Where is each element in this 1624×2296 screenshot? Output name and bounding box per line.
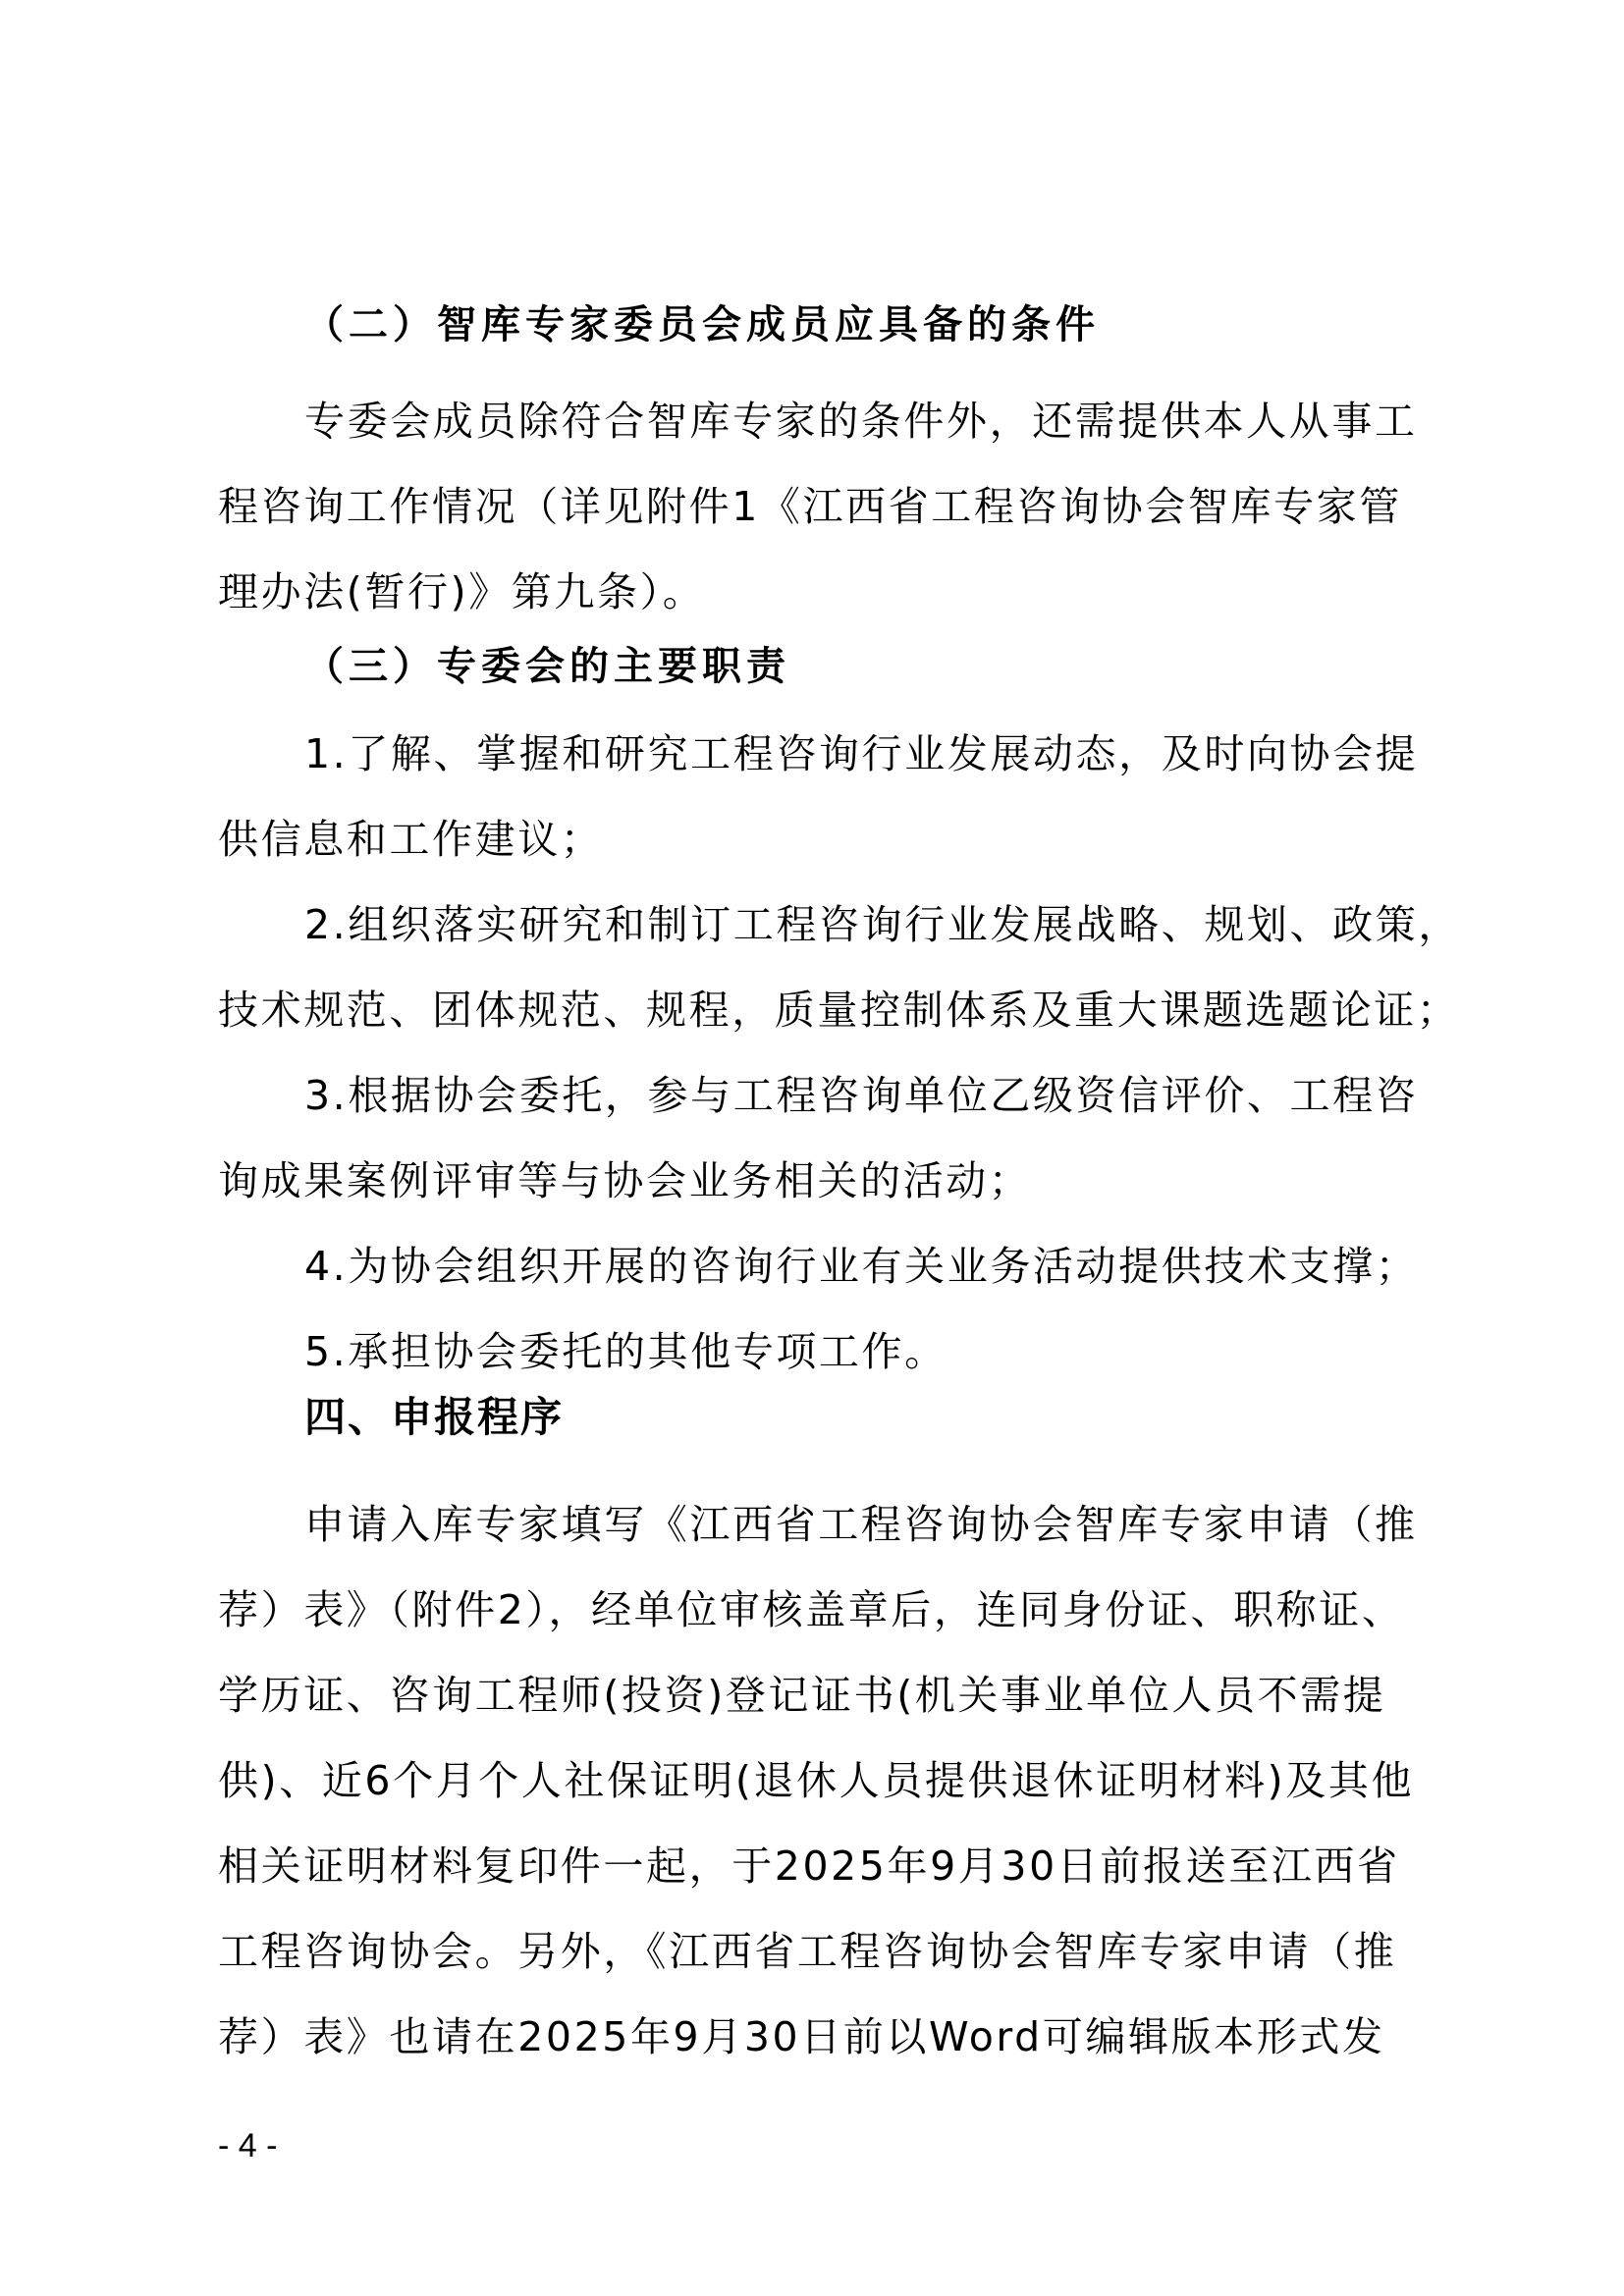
list-item-line: 4.为协会组织开展的咨询行业有关业务活动提供技术支撑； bbox=[304, 1243, 1419, 1290]
paragraph-line: 荐）表》也请在2025年9月30日前以Word可编辑版本形式发 bbox=[218, 2013, 1385, 2060]
paragraph-line: 荐）表》（附件2），经单位审核盖章后，连同身份证、职称证、 bbox=[218, 1586, 1405, 1633]
list-item-line: 3.根据协会委托，参与工程咨询单位乙级资信评价、工程咨 bbox=[304, 1072, 1419, 1119]
page-number: - 4 - bbox=[218, 2127, 278, 2164]
paragraph-line: 程咨询工作情况（详见附件1《江西省工程咨询协会智库专家管 bbox=[218, 483, 1402, 530]
paragraph-line: 理办法(暂行)》第九条）。 bbox=[218, 568, 706, 615]
paragraph-line: 申请入库专家填写《江西省工程咨询协会智库专家申请（推 bbox=[304, 1501, 1418, 1548]
list-item-line: 2.组织落实研究和制订工程咨询行业发展战略、规划、政策， bbox=[304, 901, 1461, 948]
paragraph-line: 相关证明材料复印件一起，于2025年9月30日前报送至江西省 bbox=[218, 1842, 1400, 1890]
list-item-line: 技术规范、团体规范、规程，质量控制体系及重大课题选题论证； bbox=[218, 987, 1460, 1034]
paragraph-line: 专委会成员除符合智库专家的条件外，还需提供本人从事工 bbox=[304, 398, 1418, 445]
section-title-4: 四、申报程序 bbox=[304, 1393, 565, 1441]
section-heading-3: （三）专委会的主要职责 bbox=[304, 643, 790, 689]
section-heading-2: （二）智库专家委员会成员应具备的条件 bbox=[304, 301, 1100, 347]
list-item-line: 1.了解、掌握和研究工程咨询行业发展动态，及时向协会提 bbox=[304, 730, 1419, 777]
list-item-line: 5.承担协会委托的其他专项工作。 bbox=[304, 1328, 947, 1375]
list-item-line: 询成果案例评审等与协会业务相关的活动； bbox=[218, 1157, 1032, 1204]
list-item-line: 供信息和工作建议； bbox=[218, 816, 604, 863]
paragraph-line: 工程咨询协会。另外，《江西省工程咨询协会智库专家申请（推 bbox=[218, 1928, 1397, 1975]
paragraph-line: 供)、近6个月个人社保证明(退休人员提供退休证明材料)及其他 bbox=[218, 1757, 1415, 1804]
paragraph-line: 学历证、咨询工程师(投资)登记证书(机关事业单位人员不需提 bbox=[218, 1672, 1386, 1719]
